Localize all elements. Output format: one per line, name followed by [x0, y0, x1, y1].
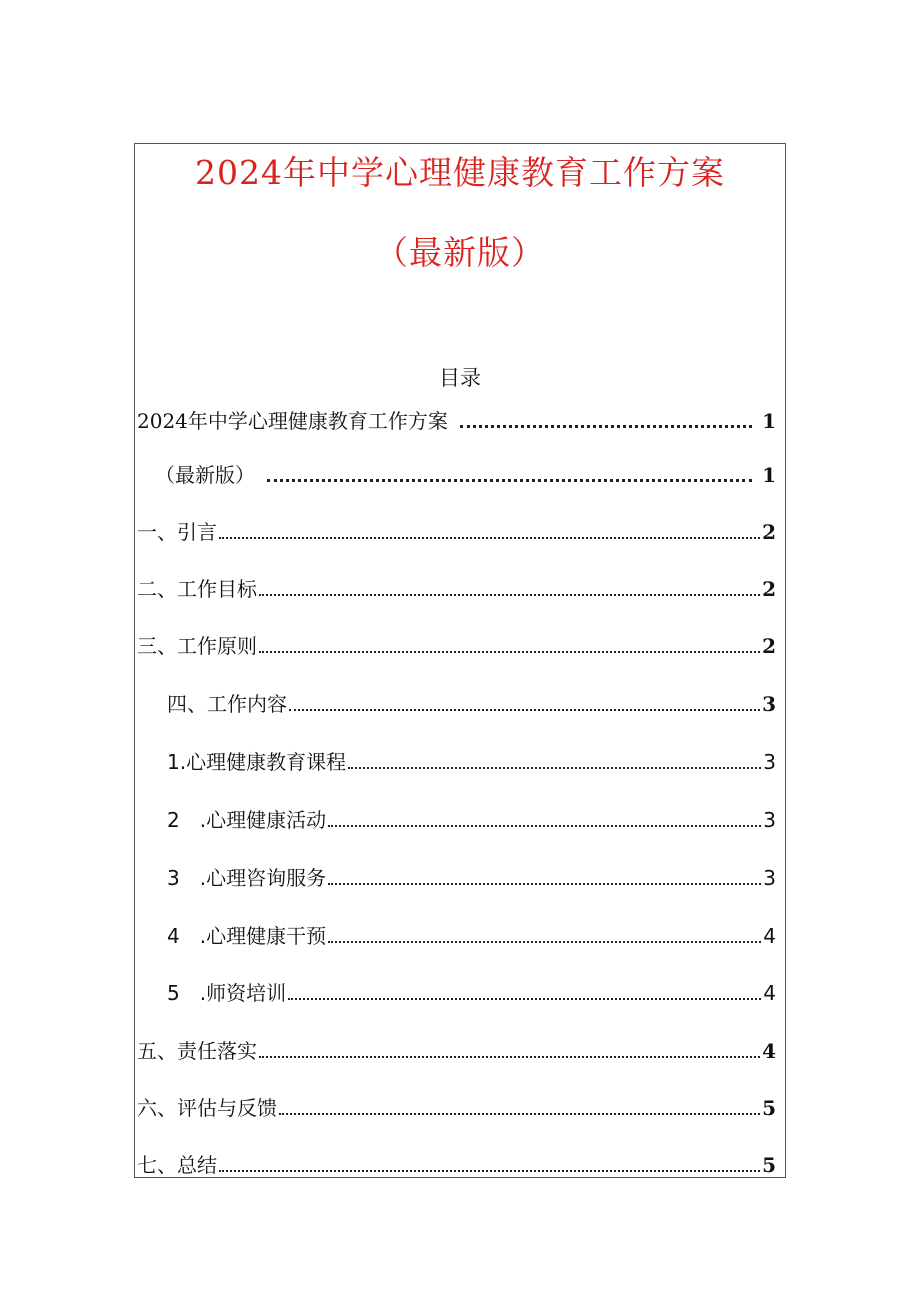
toc-entry-page: 1 [762, 463, 776, 487]
toc-entry-label: 4 .心理健康干预 [167, 924, 327, 948]
toc-entry-label: 3 .心理咨询服务 [167, 866, 327, 890]
toc-entry-subtitle[interactable] [137, 458, 776, 488]
toc-entry-introduction[interactable] [137, 515, 776, 545]
toc-entry-label: 七、总结 [137, 1153, 217, 1177]
toc-entry-label: 四、工作内容 [167, 692, 287, 716]
toc-entry-label: 二、工作目标 [137, 577, 257, 601]
toc-entry-activities[interactable] [137, 803, 776, 833]
toc-entry-page: 3 [763, 866, 776, 890]
toc-entry-counseling[interactable] [137, 861, 776, 891]
toc-entry-page: 1 [762, 409, 776, 433]
toc-entry-summary[interactable] [137, 1148, 776, 1178]
toc-entry-training[interactable] [137, 976, 776, 1006]
toc-leader [328, 825, 761, 827]
toc-entry-page: 5 [762, 1153, 776, 1177]
document-title: 2024年中学心理健康教育工作方案 [195, 153, 725, 192]
toc-entry-label: （最新版） [155, 463, 255, 487]
toc-leader [328, 941, 761, 943]
toc-entry-course[interactable] [137, 745, 776, 775]
toc-entry-intervention[interactable] [137, 919, 776, 949]
toc-entry-label: 2 .心理健康活动 [167, 808, 327, 832]
toc-leader [267, 479, 752, 482]
toc-entry-content[interactable] [137, 687, 776, 717]
toc-leader [460, 425, 752, 428]
toc-entry-page: 5 [762, 1096, 776, 1120]
toc-entry-label: 六、评估与反馈 [137, 1096, 277, 1120]
toc-leader [259, 594, 760, 596]
toc-entry-page: 3 [763, 808, 776, 832]
toc-leader [328, 883, 761, 885]
toc-entry-label: 5 .师资培训 [167, 981, 287, 1005]
toc-heading: 目录 [439, 366, 481, 390]
toc-leader [289, 709, 760, 711]
toc-entry-label: 1.心理健康教育课程 [167, 750, 347, 774]
toc-entry-page: 2 [762, 577, 776, 601]
toc-leader [259, 1056, 760, 1058]
toc-leader [219, 537, 760, 539]
toc-entry-principles[interactable] [137, 629, 776, 659]
toc-entry-label: 五、责任落实 [137, 1039, 257, 1063]
toc-entry-goals[interactable] [137, 572, 776, 602]
toc-leader [288, 998, 761, 1000]
toc-leader [279, 1113, 760, 1115]
toc-entry-label: 2024年中学心理健康教育工作方案 [137, 409, 448, 433]
toc-entry-page: 2 [762, 634, 776, 658]
toc-entry-responsibility[interactable] [137, 1034, 776, 1064]
toc-leader [259, 651, 760, 653]
page-frame [134, 143, 786, 1178]
toc-leader [219, 1170, 760, 1172]
toc-entry-page: 3 [763, 750, 776, 774]
toc-entry-evaluation[interactable] [137, 1091, 776, 1121]
document-subtitle: （最新版） [375, 233, 545, 272]
toc-entry-label: 一、引言 [137, 520, 217, 544]
toc-entry-label: 三、工作原则 [137, 634, 257, 658]
toc-leader [348, 767, 761, 769]
toc-entry-page: 4 [763, 924, 776, 948]
toc-entry-title[interactable] [137, 404, 776, 434]
toc-entry-page: 2 [762, 520, 776, 544]
toc-entry-page: 4 [763, 981, 776, 1005]
toc-entry-page: 4 [762, 1039, 776, 1063]
toc-entry-page: 3 [762, 692, 776, 716]
